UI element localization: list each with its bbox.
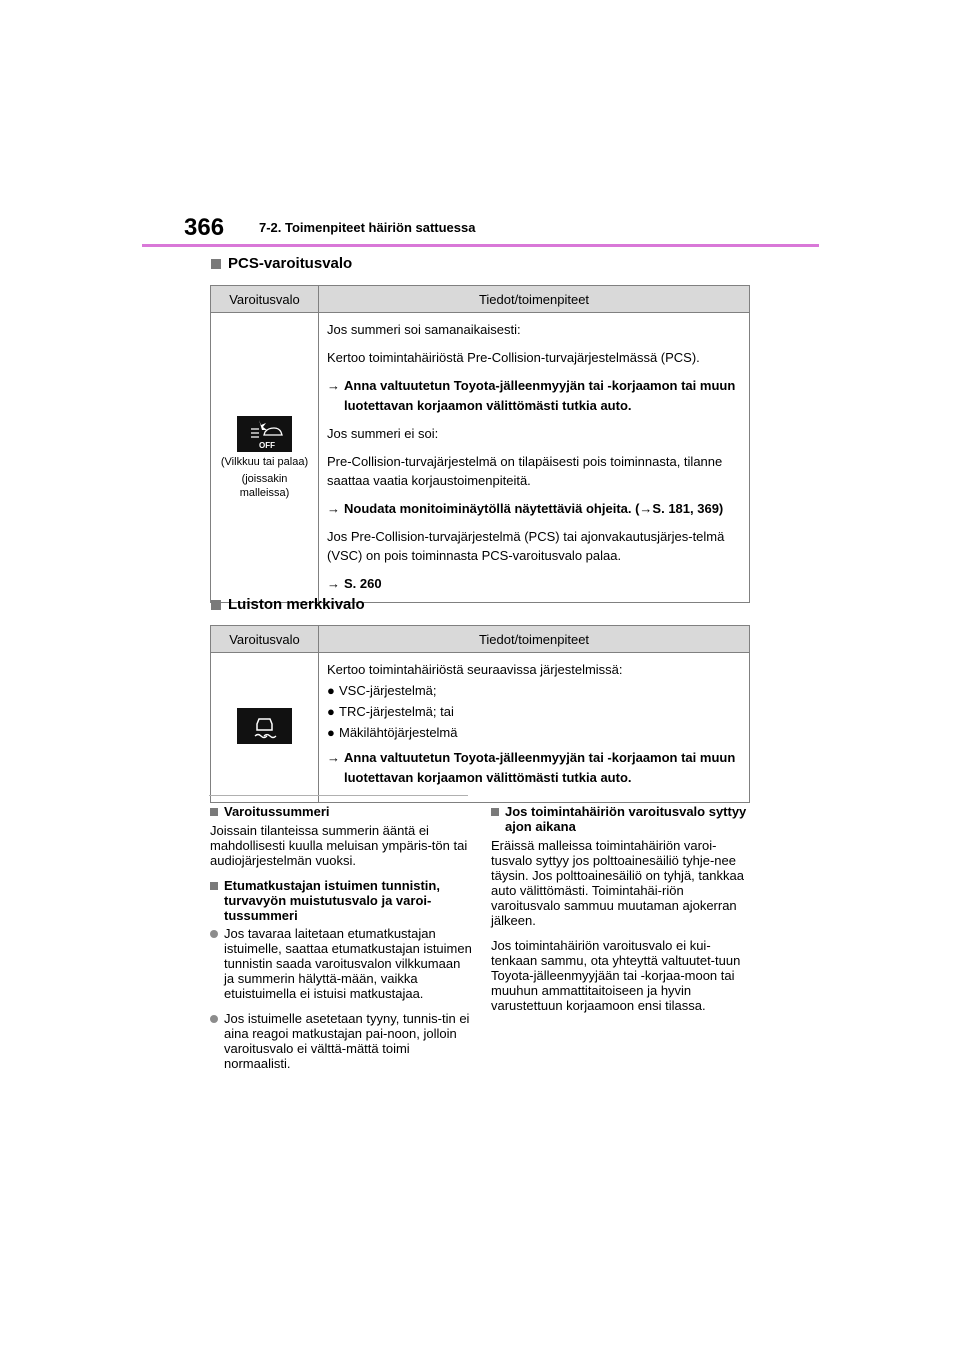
- section-square-icon: [211, 600, 221, 610]
- slip-bullet-3: ● Mäkilähtöjärjestelmä: [327, 725, 458, 740]
- note-text-buzzer: Joissain tilanteissa summerin ääntä ei mahdollisesti kuulla meluisan ympäris-tön tai audiojärjestelmän vuoksi.: [210, 823, 468, 868]
- section-square-icon: [211, 259, 221, 269]
- slip-action-1: → Anna valtuutetun Toyota-jälleenmyyjän tai -korjaamon tai muun luotettavan korjaamon välittömästi tutkia auto.: [327, 748, 741, 788]
- slip-bullet-2: ● TRC-järjestelmä; tai: [327, 704, 454, 719]
- note-circle-item-2: Jos istuimelle asetetaan tyyny, tunnis-tin ei aina reagoi matkustajan pai-noon, jolloin varoitusvalo ei välttä-mättä toimi normaalisti.: [210, 1011, 472, 1071]
- slip-col-warning-light: Varoitusvalo: [211, 626, 319, 653]
- slip-col-info: Tiedot/toimenpiteet: [319, 626, 750, 653]
- pcs-description-cell: [319, 313, 750, 603]
- slip-table: [210, 625, 750, 803]
- slip-light-cell: [211, 653, 319, 803]
- pcs-caption-2: (joissakin malleissa): [239, 472, 290, 499]
- note-text-malfunction-2: Jos toimintahäiriön varoitusvalo ei kui-tenkaan sammu, ota yhteyttä valtuutet-tuun Toyota-jälleenmyyjään tai -korjaa-moon tai muuhun ammattitaitoiseen ja hyvin varustettuun korjaamoon ensi tilassa.: [491, 938, 741, 1013]
- notes-right-column: [491, 800, 753, 1023]
- chapter-title: 7-2. Toimenpiteet häiriön sattuessa: [259, 220, 476, 235]
- square-bullet-icon: [210, 808, 218, 816]
- pcs-text-1: Jos summeri soi samanaikaisesti:: [327, 322, 521, 337]
- pcs-text-2: Kertoo toimintahäiriöstä Pre-Collision-turvajärjestelmässä (PCS).: [327, 350, 700, 365]
- svg-text:OFF: OFF: [259, 440, 275, 450]
- pcs-action-3[interactable]: → S. 260: [327, 574, 741, 594]
- arrow-icon: →: [327, 576, 340, 591]
- pcs-text-5: Jos Pre-Collision-turvajärjestelmä (PCS) tai ajonvakautusjärjes-telmä (VSC) on pois toiminnasta PCS-varoitusvalo palaa.: [327, 529, 725, 563]
- arrow-icon: →: [327, 750, 340, 765]
- pcs-warning-icon: [237, 416, 292, 452]
- square-bullet-icon: [210, 882, 218, 890]
- arrow-icon: →: [327, 501, 340, 516]
- pcs-col-warning-light: Varoitusvalo: [211, 286, 319, 313]
- pcs-text-3: Jos summeri ei soi:: [327, 426, 439, 441]
- circle-bullet-icon: [210, 1015, 218, 1023]
- slip-title-text: Luiston merkkivalo: [228, 596, 365, 613]
- header-rule: [142, 244, 819, 247]
- notes-left-column: [210, 800, 472, 1081]
- circle-bullet-icon: [210, 930, 218, 938]
- pcs-action-2: → Noudata monitoiminäytöllä näytettäviä ohjeita. (→S. 181, 369): [327, 499, 741, 519]
- note-heading-buzzer: Varoitussummeri: [210, 804, 472, 819]
- pcs-section-title: [211, 255, 352, 272]
- slip-description-cell: [319, 653, 750, 803]
- pcs-caption-1: (Vilkkuu tai palaa): [220, 455, 309, 468]
- square-bullet-icon: [491, 808, 499, 816]
- slip-section-title: [211, 596, 365, 613]
- pcs-title-text: PCS-varoitusvalo: [228, 255, 353, 272]
- pcs-col-info: Tiedot/toimenpiteet: [319, 286, 750, 313]
- pcs-table: [210, 285, 750, 603]
- slip-text-1: Kertoo toimintahäiriöstä seuraavissa järjestelmissä:: [327, 662, 623, 677]
- note-heading-malfunction: Jos toimintahäiriön varoitusvalo syttyy ajon aikana: [491, 804, 753, 834]
- page-number: 366: [184, 214, 225, 241]
- arrow-icon: →: [327, 378, 340, 393]
- notes-divider: [209, 795, 468, 796]
- note-text-malfunction-1: Eräissä malleissa toimintahäiriön varoi-tusvalo syttyy jos polttoainesäiliö tyhje-nee täysin. Jos polttoainesäiliö on tyhjä, tankkaa auto välittömästi. Toimintahäi-riön varoitusvalo sammuu muutaman ajokerran jälkeen.: [491, 838, 744, 928]
- note-circle-item-1: Jos tavaraa laitetaan etumatkustajan istuimelle, saattaa etumatkustajan istuimen tunnistin saada varoitusvalon vilkkumaan ja summerin hälyttä-mään, vaikka etuistuimella ei istuisi matkustajaa.: [210, 926, 472, 1001]
- note-heading-seat-sensor: Etumatkustajan istuimen tunnistin, turvavyön muistutusvalo ja varoi-tussummeri: [210, 878, 472, 923]
- pcs-action-1: → Anna valtuutetun Toyota-jälleenmyyjän tai -korjaamon tai muun luotettavan korjaamon välittömästi tutkia auto.: [327, 376, 741, 416]
- slip-bullet-1: ● VSC-järjestelmä;: [327, 683, 437, 698]
- pcs-light-cell: [211, 313, 319, 603]
- slip-indicator-icon: [237, 708, 292, 744]
- pcs-text-4: Pre-Collision-turvajärjestelmä on tilapäisesti pois toiminnasta, tilanne saattaa vaatia korjaustoimenpiteitä.: [327, 454, 723, 488]
